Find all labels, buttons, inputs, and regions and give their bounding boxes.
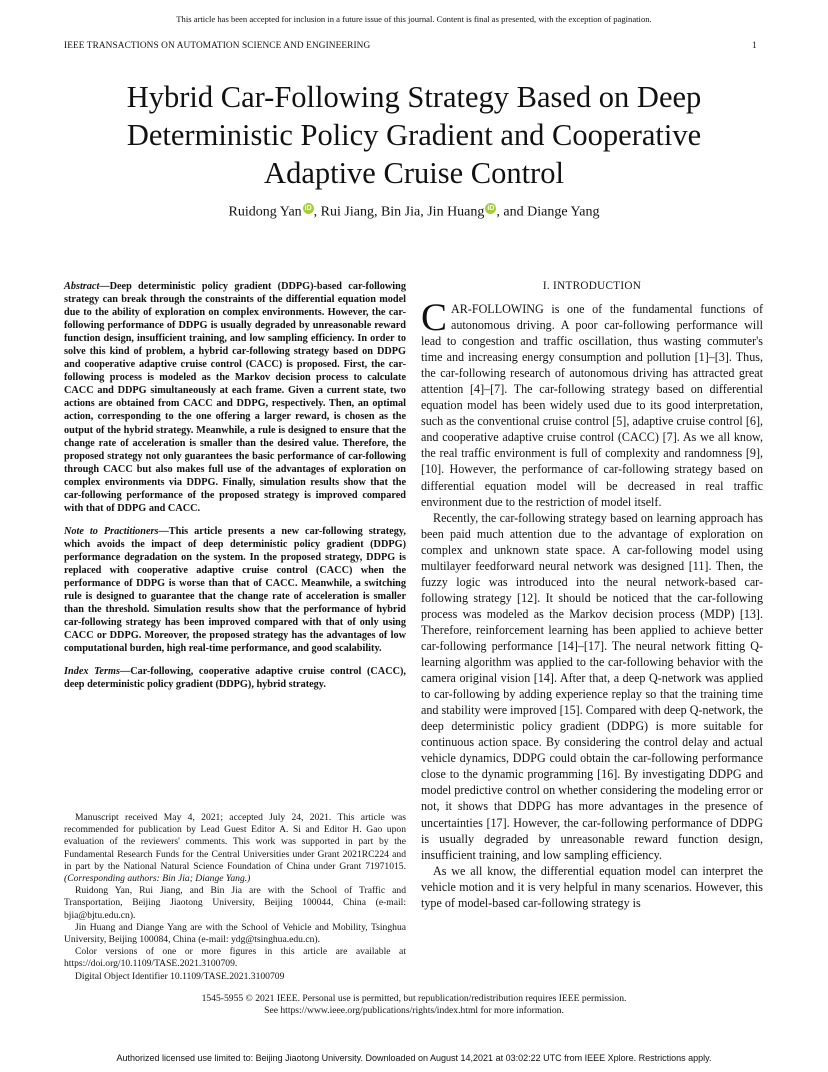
intro-paragraph-1 (421, 296, 763, 510)
section-heading-introduction: I. INTRODUCTION (542, 280, 642, 292)
dropcap-letter: C (421, 296, 448, 339)
right-column (421, 280, 763, 911)
index-terms (64, 665, 406, 691)
corresponding-authors: (Corresponding authors: Bin Jia; Diange Yang.) (64, 873, 251, 885)
orcid-icon[interactable]: iD (487, 205, 495, 212)
paper-title: Hybrid Car-Following Strategy Based on Deep Deterministic Policy Gradient and Cooperative Adaptive Cruise Control (126, 80, 702, 190)
footnote-doi: Digital Object Identifier 10.1109/TASE.2021.3100709 (75, 970, 285, 982)
abstract-text: —Deep deterministic policy gradient (DDPG)-based car-following strategy can break through the constraints of the differential equation model due to the ability of exploration on complex environments. However, the car-following performance of DDPG is usually degraded by unreasonable reward function design, insufficient training, and low sampling efficiency. In order to solve this kind of problem, a hybrid car-following strategy based on DDPG and cooperative adaptive cruise control (CACC) is proposed. First, the car-following process is modeled as the Markov decision process to calculate CACC and DDPG simultaneously at each frame. Given a current state, two actions are obtained from CACC and DDPG, respectively. Then, an optimal action, corresponding to the one offering a larger reward, is chosen as the output of the hybrid strategy. Meanwhile, a rule is designed to ensure that the change rate of acceleration is smaller than the desired value. Therefore, the proposed strategy not only guarantees the basic performance of car-following through CACC but also makes full use of the advantages of exploration on complex environments via DDPG. Finally, simulation results show that the car-following performance of the proposed strategy is improved compared with that of DDPG and CACC. (64, 281, 406, 514)
intro-paragraph-3: As we all know, the differential equation model can interpret the vehicle motion and it is very helpful in many scenarios. However, this type of model-based car-following strategy is (421, 863, 763, 910)
authors-middle: , Rui Jiang, Bin Jia, Jin Huang (313, 204, 485, 220)
abstract (64, 280, 406, 515)
index-terms-label: Index Terms (64, 666, 120, 678)
footnotes (64, 812, 406, 983)
footnote-affiliation-bjtu: Ruidong Yan, Rui Jiang, and Bin Jia are with the School of Traffic and Transportation, Beijing Jiaotong University, Beijing 100044, China (e-mail: bjia@bjtu.edu.cn). (64, 885, 406, 921)
author-list (70, 203, 758, 221)
footnote-affiliation-tsinghua: Jin Huang and Diange Yang are with the School of Vehicle and Mobility, Tsinghua University, Beijing 100084, China (e-mail: ydg@tsinghua.edu.cn). (64, 921, 406, 946)
practitioners-text: —This article presents a new car-following strategy, which avoids the impact of deep deterministic policy gradient (DDPG) performance degradation on the system. In the proposed strategy, DDPG is replaced with cooperative adaptive cruise control (CACC) when the performance of DDPG is worse than that of CACC. Meanwhile, a switching rule is designed to guarantee that the change rate of acceleration is smaller than the threshold. Simulation results show that the performance of hybrid car-following strategy has been improved compared with that of only using CACC or DDPG. Moreover, the proposed strategy has the advantages of low computational burden, high real-time performance, and good scalability. (64, 525, 406, 655)
authors-last: , and Diange Yang (496, 204, 600, 220)
intro-paragraph-2: Recently, the car-following strategy based on learning approach has been paid much attention due to the advantage of exploration on complex and unknown state space. A car-following model using multilayer feedforward neural network was designed [11]. Then, the fuzzy logic was introduced into the neural network-based car-following strategy [12]. It should be noticed that the car-following process was modeled as the Markov decision process (MDP) [13]. Therefore, reinforcement learning has been applied to achieve better car-following performance [14]–[17]. The neural network fitting Q-learning algorithm was applied to the car-following behavior with the camera original vision [14]. After that, a deep Q-network was applied to car-following by adding experience replay so that the training time and stability were improved [15]. Compared with deep Q-network, the deep deterministic policy gradient (DDPG) is more suitable for continuous action space. By considering the control delay and actual vehicle dynamics, DDPG could obtain the car-following performance close to the dynamic programming [16]. By investigating DDPG and model predictive control on whether considering the modeling error or not, it shows that DDPG has more advantages in the presence of uncertainties [17]. However, the car-following performance of DDPG is usually degraded by unreasonable reward function design, insufficient training, and low sampling efficiency. (421, 510, 763, 862)
intro-p1-text: AR-FOLLOWING is one of the fundamental functions of autonomous driving. A poor car-following performance will lead to congestion and traffic oscillation, thus wasting commuter's time and increasing energy consumption and pollution [1]–[3]. Thus, the car-following research of autonomous driving has attracted great attention [4]–[7]. The car-following strategy based on differential equation model has been widely used due to its good interpretation, such as the conventional cruise control [5], adaptive cruise control [6], and cooperative adaptive cruise control (CACC) [7]. As we all know, the real traffic environment is full of complexity and randomness [9], [10]. However, the performance of car-following strategy based on differential equation model will be decreased in real traffic environment due to the restriction of model itself. (421, 302, 763, 509)
left-column (64, 280, 406, 691)
acceptance-banner: This article has been accepted for inclusion in a future issue of this journal. Content is final as presented, with the exception of pagination. (176, 14, 652, 24)
footnote-manuscript (64, 812, 406, 885)
author-ruidong-yan: Ruidong Yan (228, 204, 302, 220)
footnote-color-versions: Color versions of one or more figures in this article are available at https://doi.org/10.1109/TASE.2021.3100709. (64, 946, 406, 970)
note-to-practitioners (64, 525, 406, 655)
license-footer: Authorized licensed use limited to: Beijing Jiaotong University. Downloaded on August 14,2021 at 03:02:22 UTC from IEEE Xplore. Restrictions apply. (116, 1053, 712, 1063)
footnote-manuscript-text: Manuscript received May 4, 2021; accepted July 24, 2021. This article was recommended for publication by Lead Guest Editor A. Si and Editor H. Gao upon evaluation of the reviewers' comments. This work was supported in part by the Fundamental Research Funds for the Central Universities under Grant 2021RC224 and in part by the National Natural Science Foundation of China under Grant 71971015. (64, 812, 406, 872)
copyright-line-1: 1545-5955 © 2021 IEEE. Personal use is permitted, but republication/redistribution requires IEEE permission. (201, 993, 627, 1004)
copyright-line-2: See https://www.ieee.org/publications/rights/index.html for more information. (264, 1005, 564, 1017)
orcid-icon[interactable]: iD (304, 205, 312, 212)
practitioners-label: Note to Practitioners (64, 525, 159, 537)
journal-name: IEEE TRANSACTIONS ON AUTOMATION SCIENCE AND ENGINEERING (64, 41, 371, 51)
abstract-label: Abstract (64, 281, 100, 292)
copyright-notice (64, 993, 764, 1017)
index-terms-text: —Car-following, cooperative adaptive cruise control (CACC), deep deterministic policy gradient (DDPG), hybrid strategy. (64, 666, 406, 691)
page-number: 1 (752, 41, 757, 51)
